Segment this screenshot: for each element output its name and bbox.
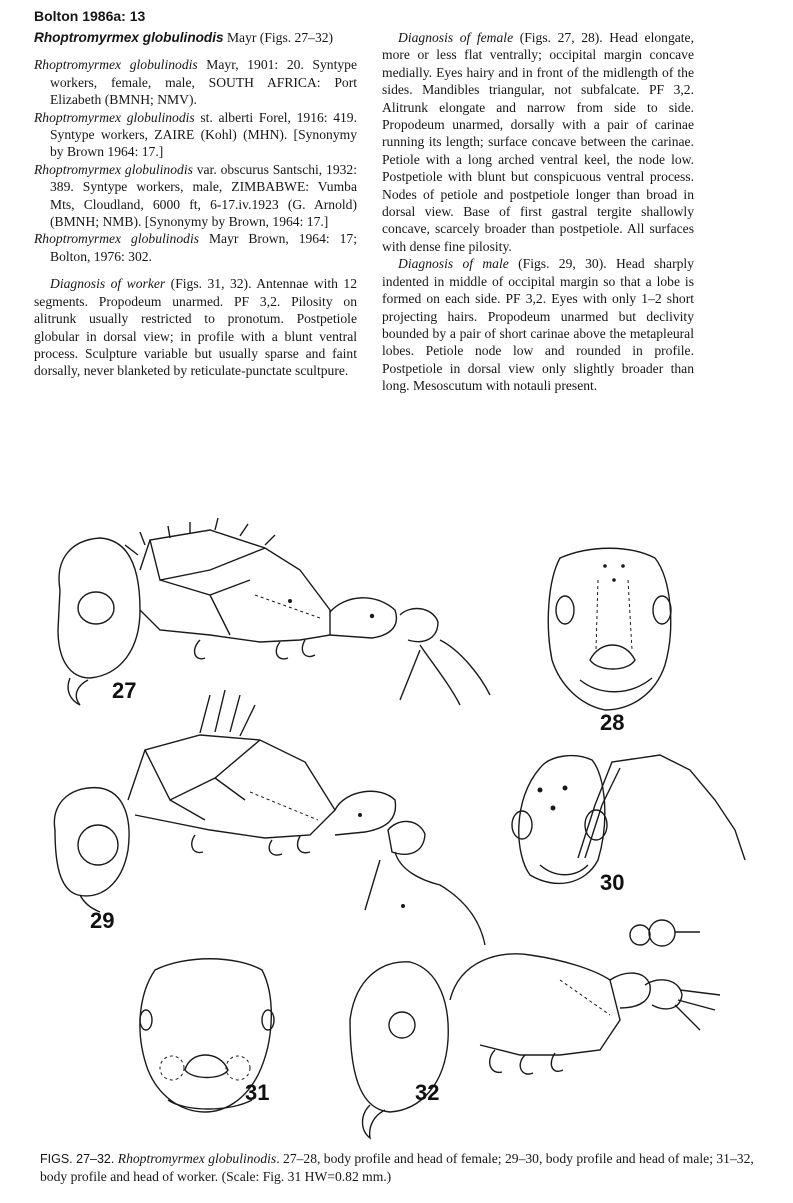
worker-text: (Figs. 31, 32). Antennae with 12 segments. Propodeum unarmed. PF 3,2. Pilosity on alitrunk usually restricted to pronotum. Postpetiole globular in dorsal view; in profile with a blunt ventral process. Sculpture variable but usually sparse and faint dorsally, never blanketed by reticulate-punctate scultpure. [34,276,357,379]
synonym-entry [34,230,357,265]
figure-label-31: 31 [245,1080,270,1105]
synonym-name: Rhoptromyrmex globulinodis [34,231,200,247]
species-title-rest: Mayr (Figs. 27–32) [223,30,334,45]
male-head-drawing [512,755,745,883]
figure-label-27: 27 [112,678,137,703]
figure-label-30: 30 [600,870,625,895]
caption-species: Rhoptromyrmex globulinodis [117,1151,277,1166]
figure-caption [40,1150,780,1185]
caption-label: FIGS. 27–32. [40,1152,115,1166]
synonym-entry [34,109,357,161]
female-diagnosis [382,29,694,255]
male-profile-drawing [54,690,485,945]
worker-diagnosis [34,275,357,379]
figure-label-32: 32 [415,1080,440,1105]
species-title-name: Rhoptromyrmex globulinodis [34,30,224,45]
caption-text: . 27–28, body profile and head of female; 29–30, body profile and head of male; 31–32, body profile and head of worker. (Scale: Fig. 31 HW=0.82 mm.) [40,1151,754,1184]
synonym-name: Rhoptromyrmex globulinodis [34,109,195,125]
female-head-drawing [548,548,671,710]
worker-profile-drawing [350,920,720,1138]
synonym-text: Mayr Brown, 1964: 17; Bolton, 1976: 302. [50,231,358,264]
figure-plate [0,500,793,1140]
page-header: Bolton 1986a: 13 [34,8,146,24]
figure-label-28: 28 [600,710,625,735]
synonym-entry [34,161,357,231]
worker-heading: Diagnosis of worker [50,276,166,292]
species-title [34,29,357,46]
male-text: (Figs. 29, 30). Head sharply indented in middle of occipital margin so that a lobe is formed on each side. PF 3,2. Eyes with only 1–2 short projecting hairs. Propodeum unarmed but declivity bounded by a pair of short carinae above the metapleural lobes. Petiole node low and rounded in profile. Postpetiole in dorsal view only slightly broader than long. Mesoscutum with notauli present. [382,256,694,394]
right-column [382,29,694,395]
ant-illustrations [0,500,793,1140]
synonym-text: Mayr, 1901: 20. Syntype workers, female, male, SOUTH AFRICA: Port Elizabeth (BMNH; NMV). [50,57,357,108]
synonym-text: st. alberti Forel, 1916: 419. Syntype workers, ZAIRE (Kohl) (MHN). [Synonymy by Brown 1964: 17.] [50,109,358,160]
synonym-entry [34,56,357,108]
synonym-name: Rhoptromyrmex globulinodis [34,57,198,73]
male-heading: Diagnosis of male [398,256,509,272]
synonym-name: Rhoptromyrmex globulinodis [34,161,193,177]
left-column [34,29,357,380]
female-profile-drawing [58,518,490,705]
female-heading: Diagnosis of female [398,30,514,45]
female-text: (Figs. 27, 28). Head elongate, more or less flat ventrally; occipital margin concave medially. Eyes hairy and in front of the midlength of the sides. Mandibles triangular, not subfalcate. PF 3,2. Alitrunk elongate and narrow from side to side. Propodeum unarmed, dorsally with a pair of carinae running its length; surface concave between the carinae. Petiole with a long arched ventral keel, the node low. Postpetiole with blunt but conspicuous ventral process. Nodes of petiole and postpetiole longer than broad in dorsal view. Base of first gastral tergite shallowly concave, scarcely broader than postpetiole. All surfaces with dense fine pilosity. [382,30,694,254]
figure-label-29: 29 [90,908,115,933]
synonym-text: var. obscurus Santschi, 1932: 389. Syntype workers, male, ZIMBABWE: Vumba Mts, Cloudland, 6000 ft, 6-17.iv.1923 (G. Arnold) (BMNH; NMB). [Synonymy by Brown, 1964: 17.] [50,161,357,230]
male-diagnosis [382,255,694,394]
